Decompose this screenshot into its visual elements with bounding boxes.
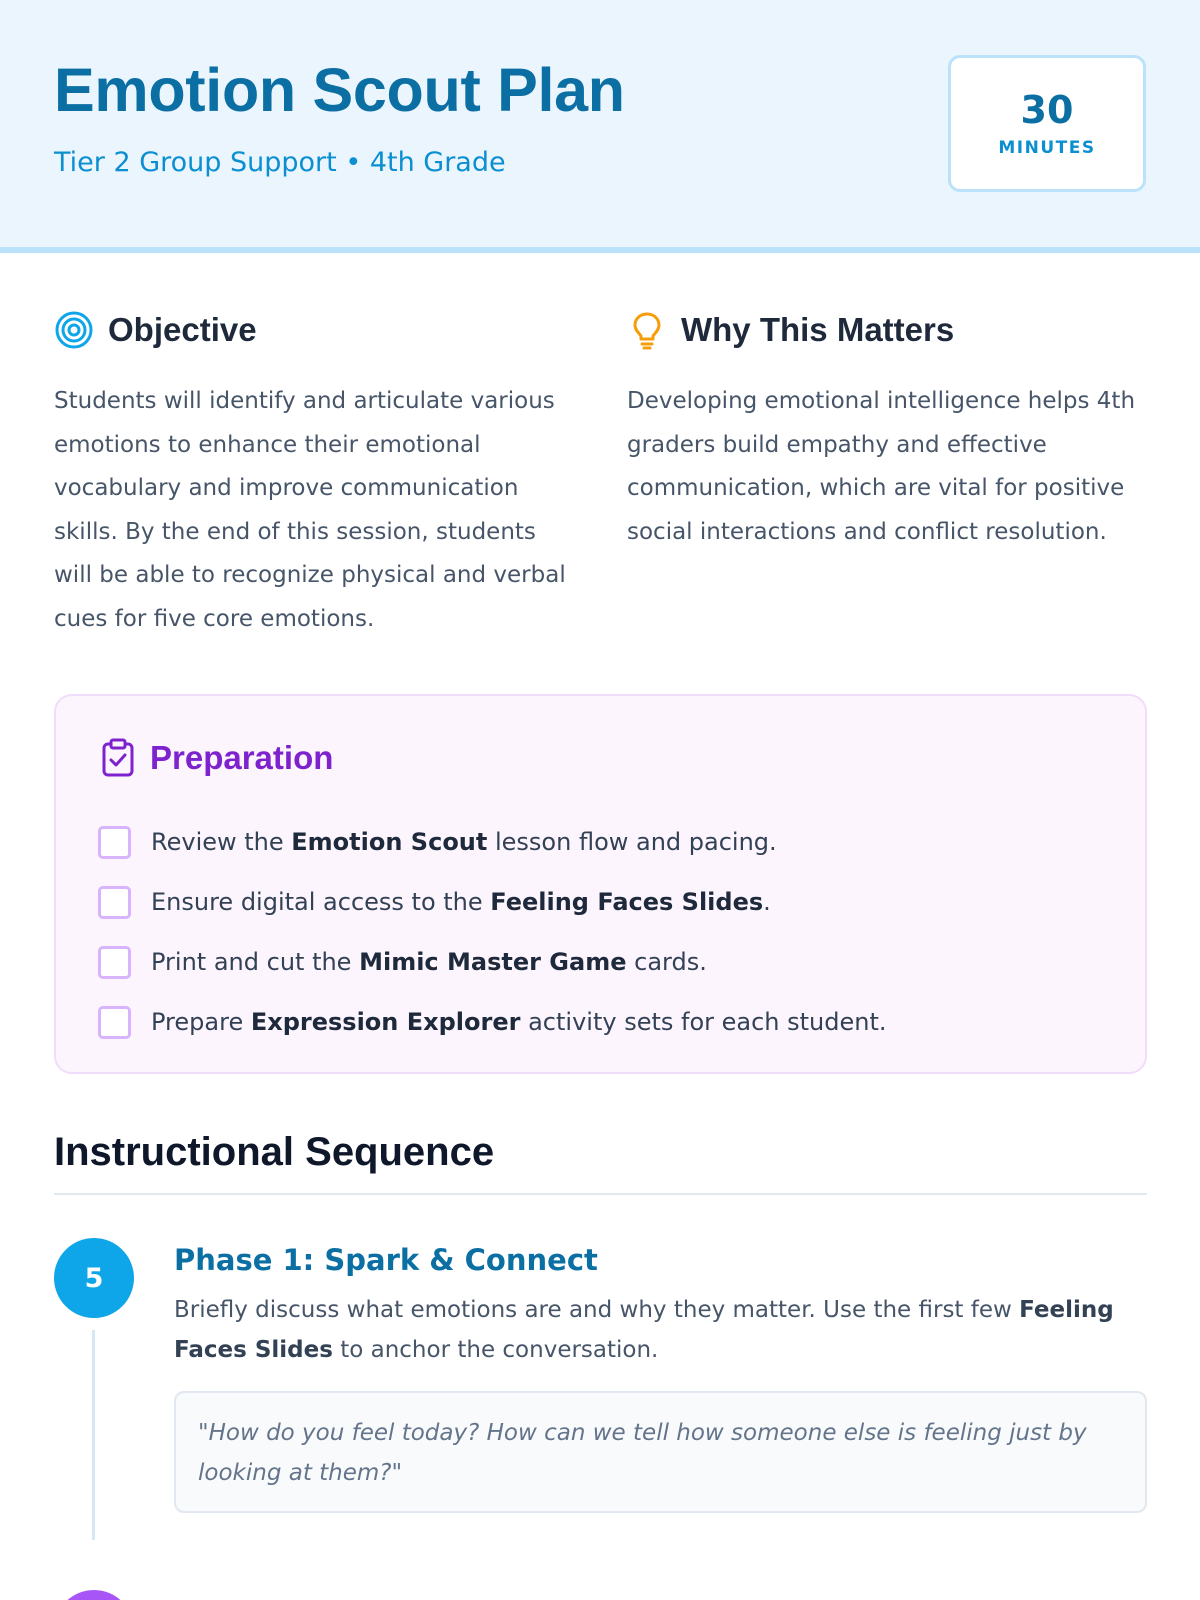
objective-section (54, 305, 574, 641)
duration-value: 30 (1020, 88, 1074, 132)
checklist-item (98, 992, 887, 1052)
preparation-heading (100, 738, 333, 778)
checklist-checkbox[interactable] (98, 946, 131, 979)
timeline-connector (92, 1330, 95, 1540)
objective-text: Students will identify and articulate various emotions to enhance their emotional vocabulary and improve communication skills. By the end of this session, students will be able to recognize physical and verbal cues for five core emotions. (54, 388, 566, 632)
phase-title: Phase 1: Spark & Connect (174, 1243, 598, 1277)
sequence-divider (54, 1193, 1147, 1195)
target-icon (54, 310, 94, 350)
page-subtitle: Tier 2 Group Support • 4th Grade (54, 147, 506, 178)
objective-heading (54, 305, 574, 355)
lightbulb-icon (627, 310, 667, 350)
checklist-item (98, 812, 887, 872)
checklist-checkbox[interactable] (98, 826, 131, 859)
checklist-item-text: Ensure digital access to the Feeling Faces Slides. (151, 888, 771, 916)
objective-title: Objective (108, 311, 257, 348)
preparation-title: Preparation (150, 739, 334, 776)
checklist-item-text: Print and cut the Mimic Master Game cards. (151, 948, 707, 976)
clipboard-check-icon (100, 738, 136, 778)
checklist-item (98, 872, 887, 932)
why-title: Why This Matters (681, 311, 955, 348)
checklist-item-text: Prepare Expression Explorer activity sets for each student. (151, 1008, 887, 1036)
next-phase-badge (54, 1590, 134, 1600)
why-heading (627, 305, 1147, 355)
phase-description: Briefly discuss what emotions are and why they matter. Use the first few Feeling Faces Slides to anchor the conversation. (174, 1297, 1114, 1363)
duration-unit: MINUTES (998, 138, 1096, 158)
why-text: Developing emotional intelligence helps 4th graders build empathy and effective communication, which are vital for positive social interactions and conflict resolution. (627, 388, 1136, 545)
page-title: Emotion Scout Plan (54, 56, 625, 124)
checklist-checkbox[interactable] (98, 1006, 131, 1039)
sequence-title: Instructional Sequence (54, 1130, 495, 1174)
checklist-item-text: Review the Emotion Scout lesson flow and pacing. (151, 828, 777, 856)
checklist-item (98, 932, 887, 992)
preparation-checklist (98, 812, 887, 1052)
plan-header (0, 0, 1200, 253)
duration-badge (948, 55, 1146, 192)
checklist-checkbox[interactable] (98, 886, 131, 919)
preparation-card (54, 694, 1147, 1074)
phase-number-badge: 5 (54, 1238, 134, 1318)
why-section (627, 305, 1147, 554)
phase-script-quote: "How do you feel today? How can we tell how someone else is feeling just by looking at them?" (174, 1391, 1147, 1513)
